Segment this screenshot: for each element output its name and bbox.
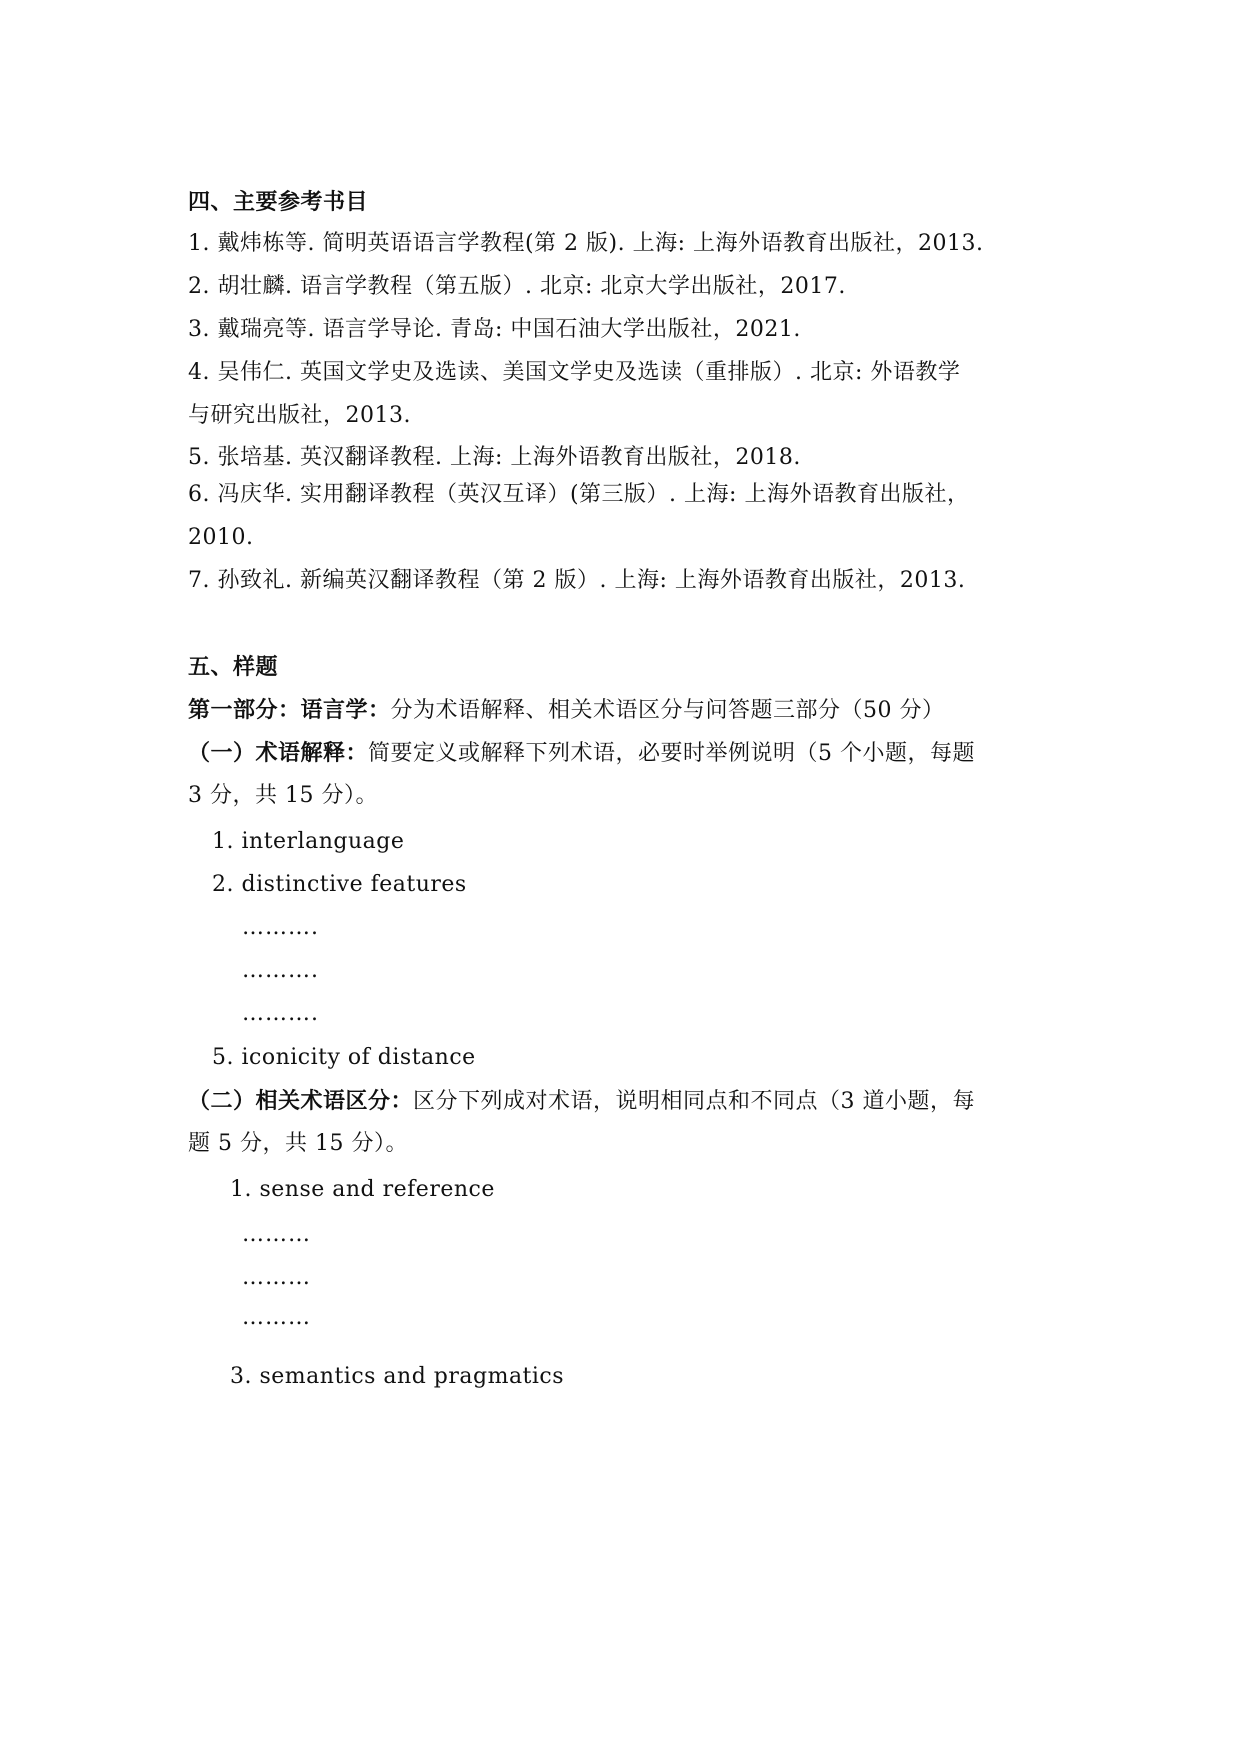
reference-item: 5. 张培基. 英汉翻译教程. 上海: 上海外语教育出版社，2018. [188, 445, 801, 470]
reference-item: 3. 戴瑞亮等. 语言学导论. 青岛: 中国石油大学出版社，2021. [188, 317, 801, 342]
sub1-intro [188, 738, 975, 769]
sub2-intro [188, 1086, 975, 1117]
sub2-text-line1: 区分下列成对术语，说明相同点和不同点（3 道小题，每 [413, 1089, 976, 1114]
part1-text: 分为术语解释、相关术语区分与问答题三部分（50 分） [390, 698, 945, 723]
ellipsis-line: ……… [242, 1265, 311, 1290]
part1-intro [188, 695, 945, 726]
sub1-text-line1: 简要定义或解释下列术语，必要时举例说明（5 个小题，每题 [368, 741, 976, 766]
sub2-label: （二）相关术语区分： [188, 1088, 414, 1114]
section-heading-sample-questions: 五、样题 [188, 654, 279, 680]
ellipsis-line: ………. [242, 915, 319, 940]
sub1-label: （一）术语解释： [188, 740, 369, 766]
reference-item: 7. 孙致礼. 新编英汉翻译教程（第 2 版）. 上海: 上海外语教育出版社，2013. [188, 568, 966, 593]
term-item: 1. interlanguage [212, 829, 405, 854]
sub2-text-line2: 题 5 分，共 15 分）。 [188, 1131, 408, 1156]
reference-item: 2. 胡壮麟. 语言学教程（第五版）. 北京: 北京大学出版社，2017. [188, 274, 846, 299]
term-item: 5. iconicity of distance [212, 1045, 476, 1070]
reference-item-continuation: 与研究出版社，2013. [188, 403, 411, 428]
reference-item: 1. 戴炜栋等. 简明英语语言学教程(第 2 版). 上海: 上海外语教育出版社，2013. [188, 231, 984, 256]
ellipsis-line: ……… [242, 1305, 311, 1330]
reference-item: 6. 冯庆华. 实用翻译教程（英汉互译）(第三版）. 上海: 上海外语教育出版社， [188, 482, 970, 507]
sub1-text-line2: 3 分，共 15 分）。 [188, 783, 378, 808]
reference-item-continuation: 2010. [188, 525, 254, 550]
term-pair-item: 3. semantics and pragmatics [230, 1364, 565, 1389]
reference-item: 4. 吴伟仁. 英国文学史及选读、美国文学史及选读（重排版）. 北京: 外语教学 [188, 360, 961, 385]
ellipsis-line: ……… [242, 1222, 311, 1247]
section-heading-references: 四、主要参考书目 [188, 189, 369, 215]
term-item: 2. distinctive features [212, 872, 467, 897]
ellipsis-line: ………. [242, 1001, 319, 1026]
ellipsis-line: ………. [242, 958, 319, 983]
term-pair-item: 1. sense and reference [230, 1177, 495, 1202]
part1-label: 第一部分：语言学： [188, 697, 391, 723]
